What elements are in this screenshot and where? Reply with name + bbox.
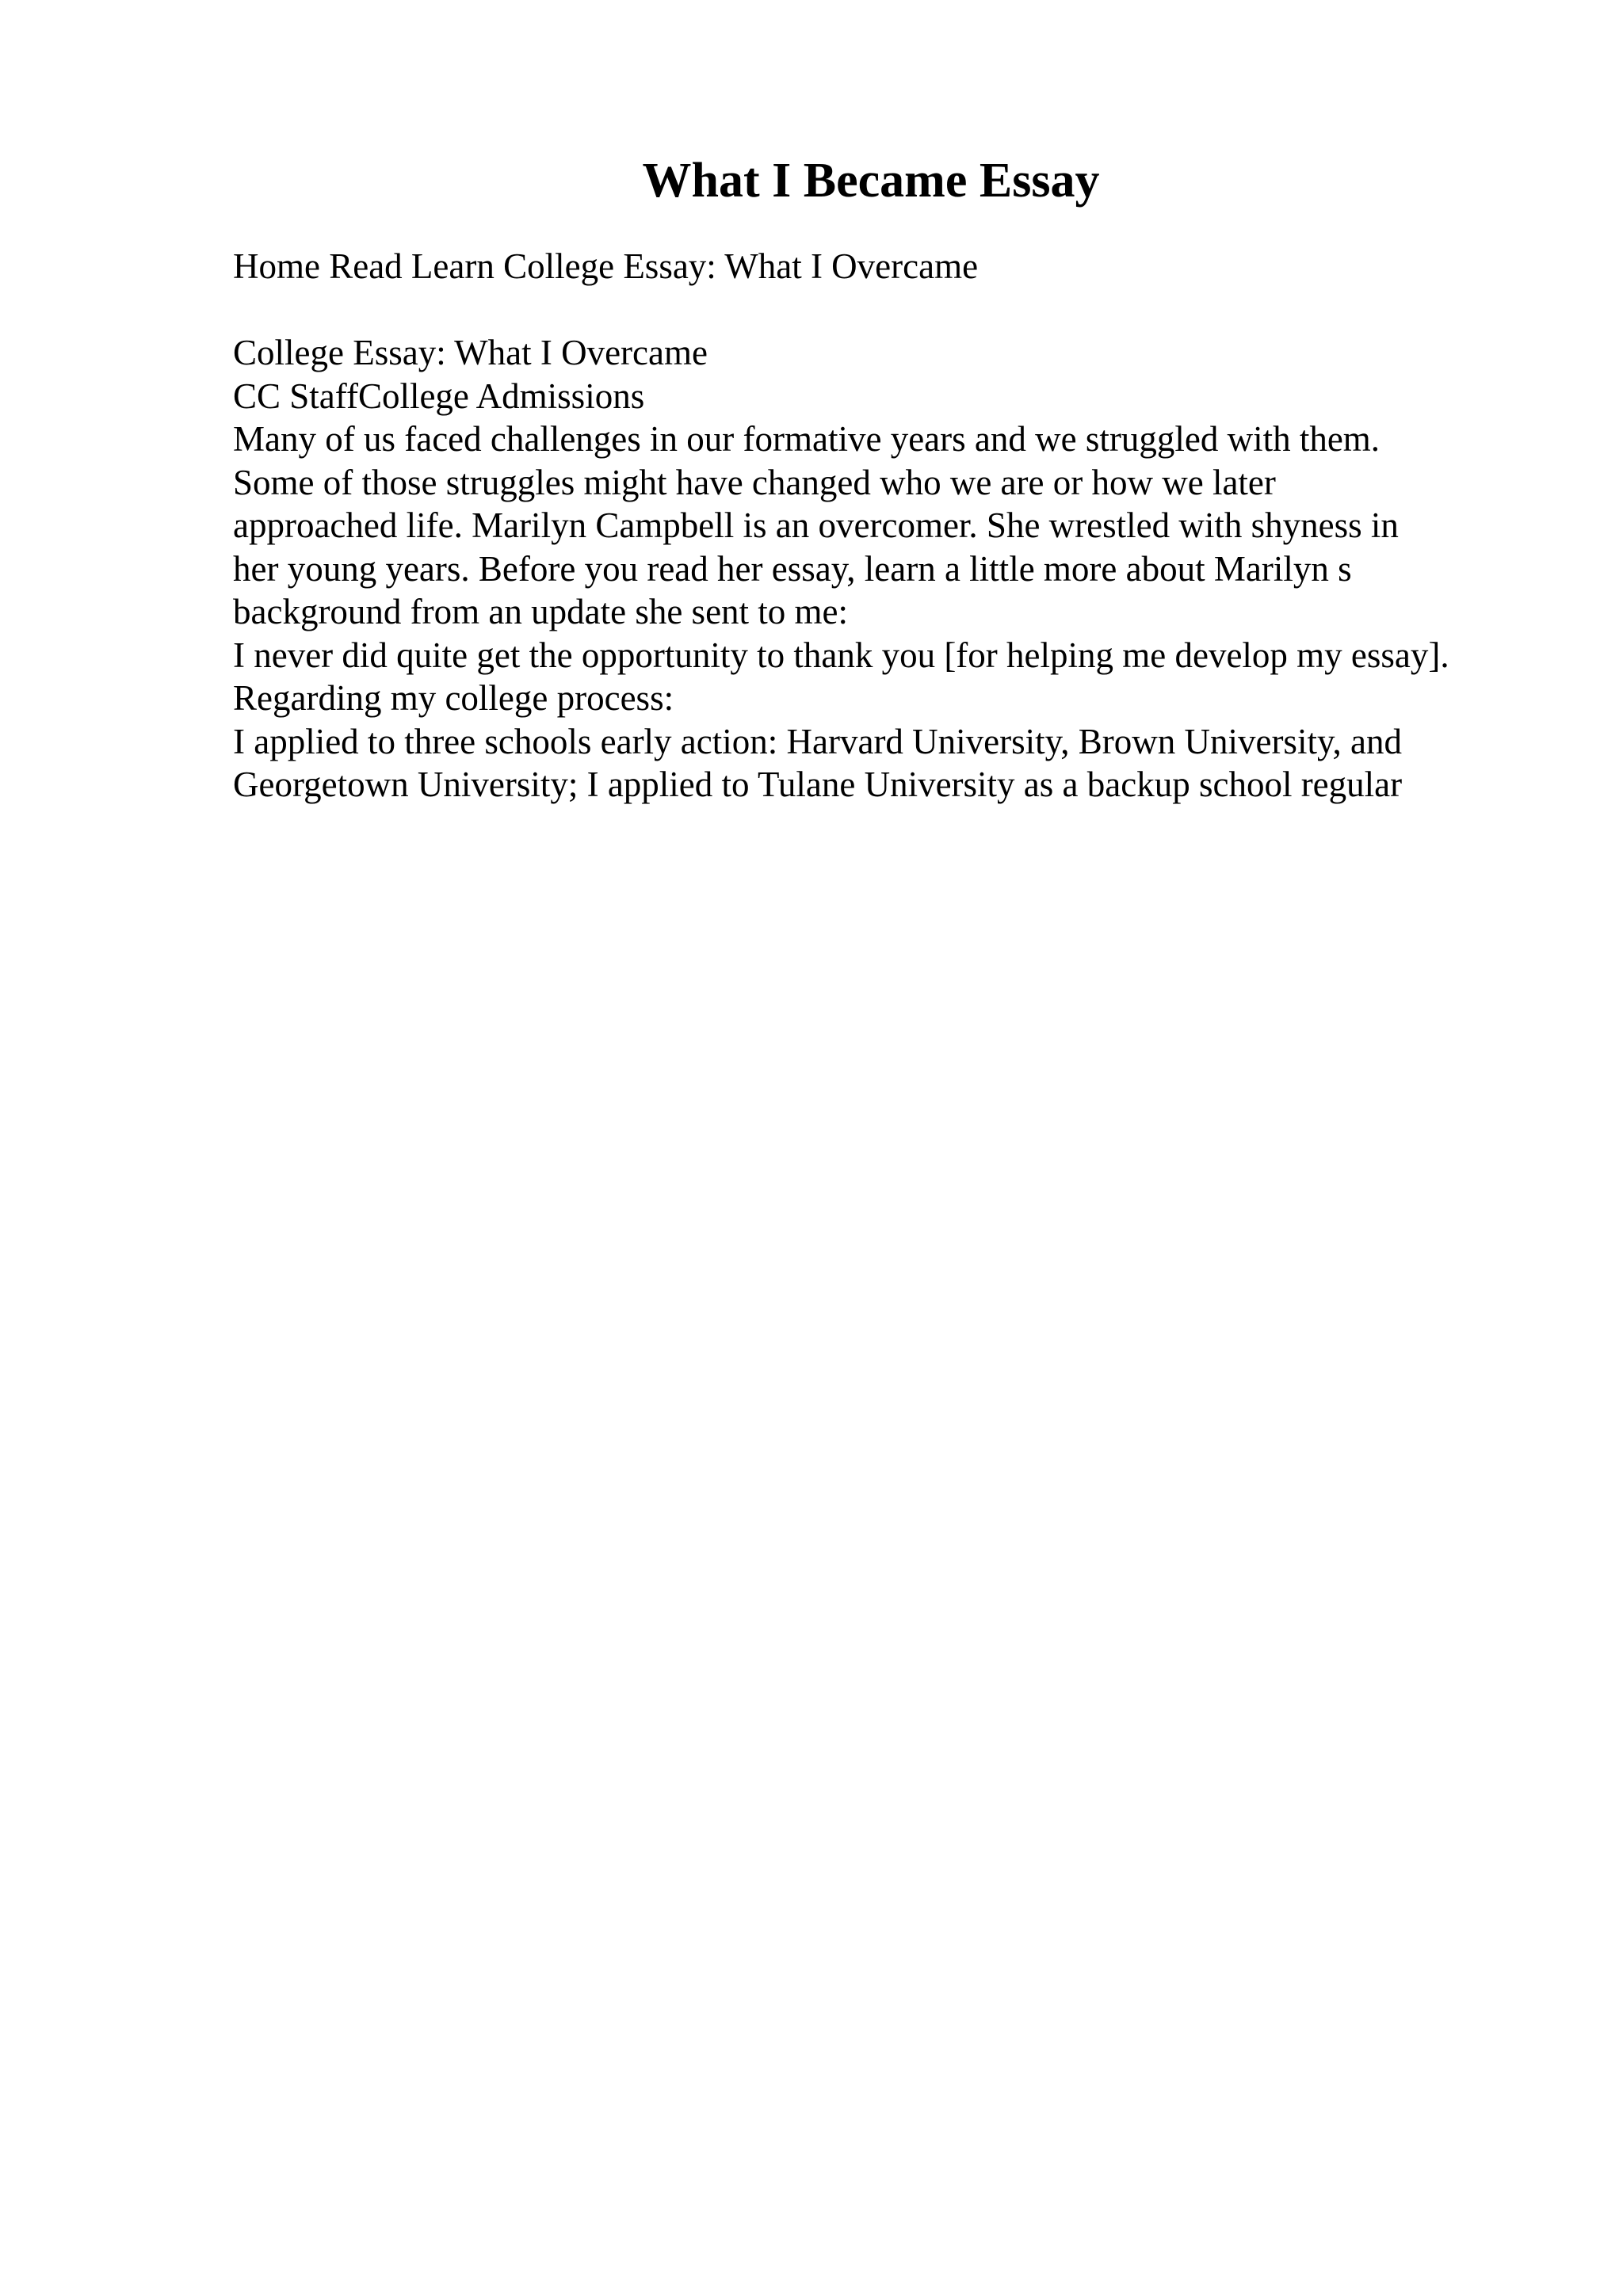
body-line: approached life. Marilyn Campbell is an overcomer. She wrestled with shyness in: [233, 505, 1399, 545]
essay-body: [233, 331, 1533, 807]
body-line: Georgetown University; I applied to Tulane University as a backup school regular: [233, 765, 1403, 804]
body-line: Many of us faced challenges in our formative years and we struggled with them.: [233, 419, 1381, 459]
body-line: background from an update she sent to me:: [233, 592, 849, 631]
author-category: CC StaffCollege Admissions: [233, 376, 645, 416]
body-line: Some of those struggles might have changed who we are or how we later: [233, 462, 1276, 502]
document-title: What I Became Essay: [642, 154, 1100, 208]
body-line: I never did quite get the opportunity to thank you [for helping me develop my essay].: [233, 635, 1449, 675]
breadcrumb: Home Read Learn College Essay: What I Overcame: [233, 246, 979, 286]
body-line: her young years. Before you read her essay, learn a little more about Marilyn s: [233, 548, 1352, 589]
body-line: I applied to three schools early action: Harvard University, Brown University, and: [233, 721, 1403, 761]
essay-heading: College Essay: What I Overcame: [233, 333, 708, 372]
body-line: Regarding my college process:: [233, 678, 674, 718]
